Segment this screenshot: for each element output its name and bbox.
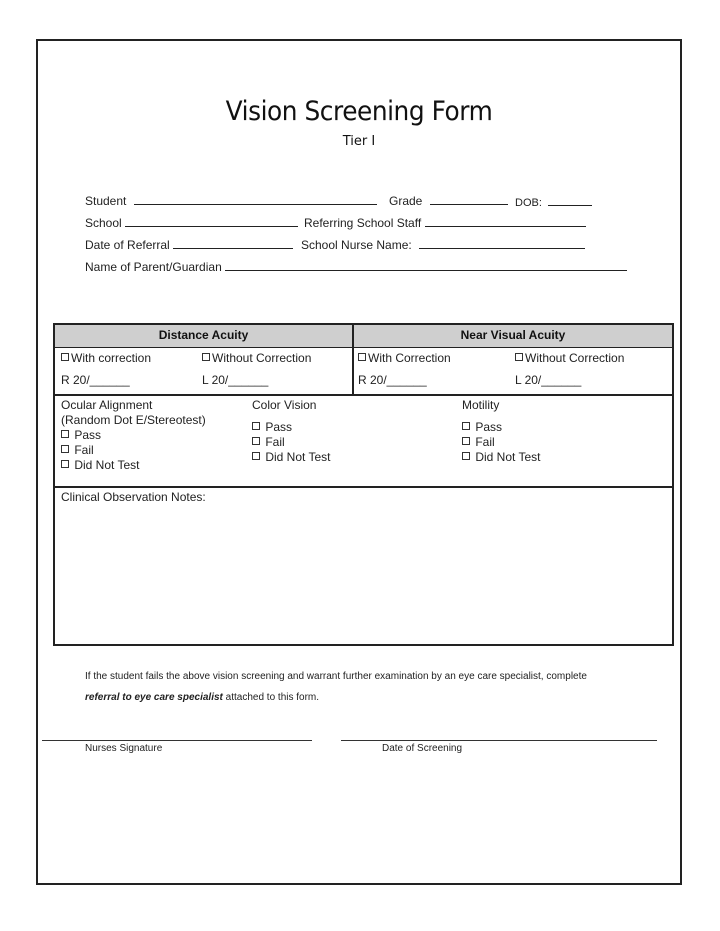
distance-right-eye-field[interactable]: R 20/______ bbox=[61, 373, 130, 387]
date-of-referral-label: Date of Referral bbox=[85, 238, 170, 252]
acuity-divider bbox=[352, 325, 354, 396]
student-label: Student bbox=[85, 194, 127, 208]
motility-pass-option[interactable]: Pass bbox=[462, 420, 540, 435]
clinical-notes-area[interactable] bbox=[57, 507, 670, 642]
checkbox-icon bbox=[462, 422, 470, 430]
dob-label: DOB: bbox=[515, 197, 542, 209]
checkbox-icon bbox=[252, 452, 260, 460]
nurse-name-line bbox=[419, 236, 585, 249]
checkbox-icon bbox=[252, 422, 260, 430]
ocular-alignment-subtitle: (Random Dot E/Stereotest) bbox=[61, 413, 206, 427]
nurse-name-label: School Nurse Name: bbox=[301, 238, 412, 252]
dob-field[interactable] bbox=[515, 193, 592, 209]
checkbox-icon bbox=[252, 437, 260, 445]
motility-fail-option[interactable]: Fail bbox=[462, 435, 540, 450]
motility-did-not-test-option[interactable]: Did Not Test bbox=[462, 450, 540, 465]
school-label: School bbox=[85, 216, 122, 230]
distance-with-correction-option[interactable]: With correction bbox=[61, 351, 151, 365]
school-field[interactable] bbox=[85, 214, 298, 230]
checkbox-icon bbox=[61, 353, 69, 361]
parent-line bbox=[225, 258, 627, 271]
checkbox-icon bbox=[61, 460, 69, 468]
distance-left-eye-field[interactable]: L 20/______ bbox=[202, 373, 269, 387]
form-subtitle: Tier I bbox=[342, 134, 376, 149]
nurse-signature-label: Nurses Signature bbox=[85, 743, 163, 754]
referral-text: referral to eye care specialist attached to this form. bbox=[85, 692, 320, 703]
tests-bottom-rule bbox=[55, 486, 672, 488]
color-vision-title: Color Vision bbox=[252, 398, 317, 412]
checkbox-icon bbox=[462, 452, 470, 460]
acuity-bottom-rule bbox=[55, 394, 672, 396]
student-line bbox=[134, 192, 377, 205]
referring-staff-line bbox=[425, 214, 586, 227]
nurse-name-field[interactable] bbox=[301, 236, 585, 252]
distance-without-correction-option[interactable]: Without Correction bbox=[202, 351, 311, 365]
grade-label: Grade bbox=[389, 194, 423, 208]
instruction-text: If the student fails the above vision screening and warrant further examination by an eye care specialist, complete bbox=[85, 671, 587, 682]
ocular-fail-option[interactable]: Fail bbox=[61, 443, 206, 458]
date-of-referral-line bbox=[173, 236, 293, 249]
date-screening-label: Date of Screening bbox=[382, 743, 463, 754]
screening-table bbox=[53, 323, 674, 646]
color-pass-option[interactable]: Pass bbox=[252, 420, 330, 435]
ocular-pass-option[interactable]: Pass bbox=[61, 428, 206, 443]
checkbox-icon bbox=[61, 430, 69, 438]
referring-staff-field[interactable] bbox=[304, 214, 586, 230]
dob-line bbox=[548, 193, 592, 206]
header-rule bbox=[55, 347, 672, 348]
near-left-eye-field[interactable]: L 20/______ bbox=[515, 373, 582, 387]
referral-link-text: referral to eye care specialist bbox=[85, 692, 223, 703]
form-title: Vision Screening Form bbox=[225, 96, 493, 127]
form-page bbox=[36, 39, 682, 885]
ocular-did-not-test-option[interactable]: Did Not Test bbox=[61, 458, 206, 473]
parent-label: Name of Parent/Guardian bbox=[85, 260, 222, 274]
near-without-correction-option[interactable]: Without Correction bbox=[515, 351, 624, 365]
checkbox-icon bbox=[462, 437, 470, 445]
distance-acuity-header: Distance Acuity bbox=[55, 325, 352, 347]
color-did-not-test-option[interactable]: Did Not Test bbox=[252, 450, 330, 465]
clinical-notes-label: Clinical Observation Notes: bbox=[61, 490, 206, 504]
date-of-referral-field[interactable] bbox=[85, 236, 293, 252]
referring-staff-label: Referring School Staff bbox=[304, 216, 422, 230]
nurse-signature-line[interactable] bbox=[42, 740, 312, 741]
motility-title: Motility bbox=[462, 398, 500, 412]
checkbox-icon bbox=[358, 353, 366, 361]
ocular-alignment-title: Ocular Alignment bbox=[61, 398, 153, 412]
checkbox-icon bbox=[515, 353, 523, 361]
near-right-eye-field[interactable]: R 20/______ bbox=[358, 373, 427, 387]
school-line bbox=[125, 214, 298, 227]
checkbox-icon bbox=[61, 445, 69, 453]
student-field[interactable] bbox=[85, 192, 377, 208]
color-vision-section bbox=[252, 398, 330, 465]
grade-field[interactable] bbox=[389, 192, 508, 208]
parent-field[interactable] bbox=[85, 258, 627, 274]
motility-section bbox=[462, 398, 540, 465]
near-acuity-header: Near Visual Acuity bbox=[354, 325, 672, 347]
checkbox-icon bbox=[202, 353, 210, 361]
grade-line bbox=[430, 192, 508, 205]
color-fail-option[interactable]: Fail bbox=[252, 435, 330, 450]
date-screening-line[interactable] bbox=[341, 740, 657, 741]
ocular-alignment-section bbox=[61, 398, 206, 473]
near-with-correction-option[interactable]: With Correction bbox=[358, 351, 451, 365]
